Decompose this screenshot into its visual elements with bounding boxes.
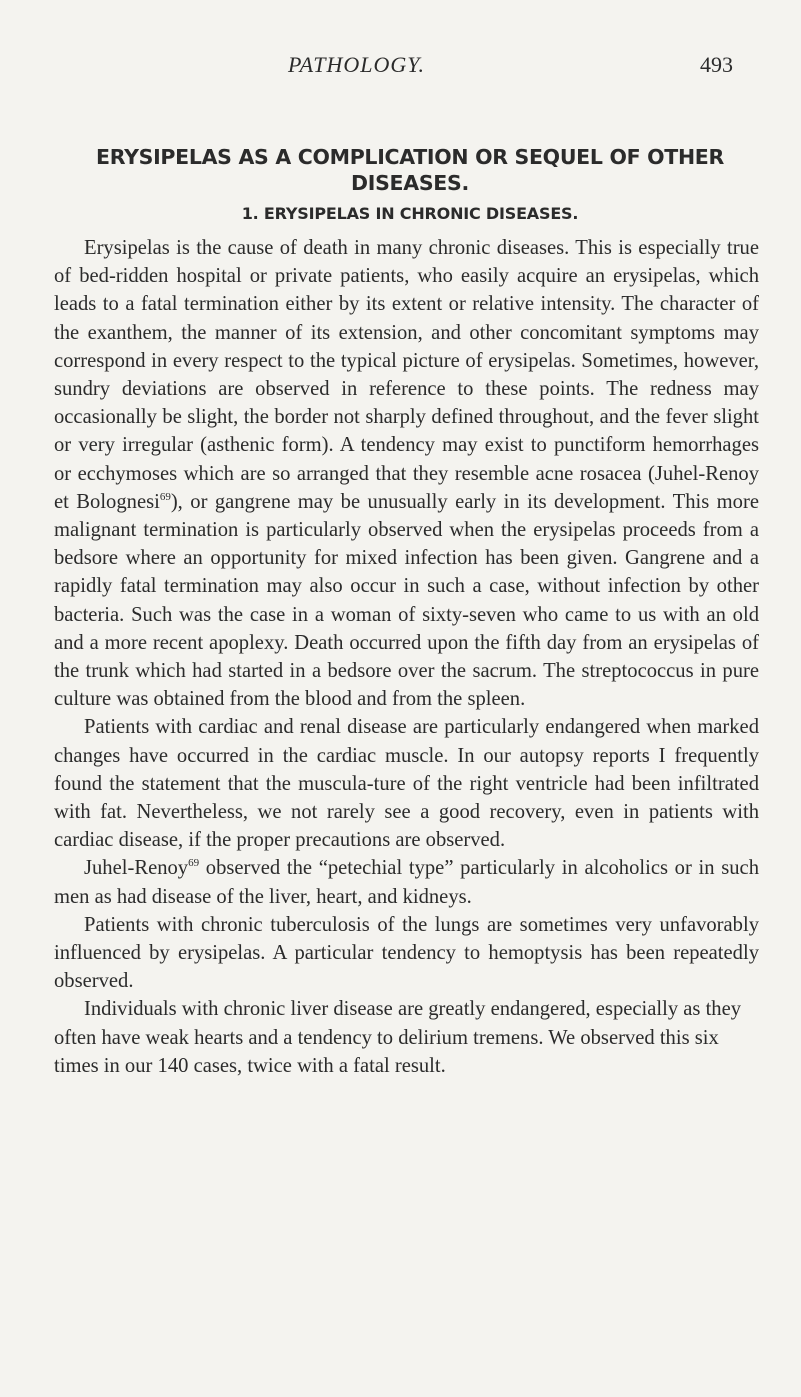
paragraph-3 (54, 854, 759, 910)
paragraph-1-text-b: ), or gangrene may be unusually early in its development. This more malignant termination is particularly observed when the erysipelas proceeds from a bedsore where an opportunity for mixed infection has been given. Gangrene and a rapidly fatal termination may also occur in such a case, without infection by other bacteria. Such was the case in a woman of sixty-seven who came to us with an old and a more recent apoplexy. Death occurred upon the fifth day from an erysipelas of the trunk which had started in a bedsore over the sacrum. The streptococcus in pure culture was obtained from the blood and from the spleen. (54, 490, 759, 711)
running-title: PATHOLOGY. (288, 52, 425, 77)
page-number: 493 (700, 52, 733, 77)
body-text (54, 234, 759, 1080)
paragraph-3-text-a: Juhel-Renoy (84, 857, 189, 880)
paragraph-1 (54, 234, 759, 713)
reference-superscript: 69 (188, 857, 200, 870)
paragraph-2: Patients with cardiac and renal disease are particularly endangered when marked changes have occurred in the cardiac muscle. In our autopsy reports I frequently found the statement that the muscula-ture of the right ventricle had been infiltrated with fat. Nevertheless, we not rarely see a good recovery, even in patients with cardiac disease, if the proper precautions are observed. (54, 716, 759, 852)
paragraph-5: Individuals with chronic liver disease are greatly endangered, especially as they often have weak hearts and a tendency to delirium tremens. We observed this six times in our 140 cases, twice with a fatal result. (54, 998, 742, 1077)
reference-superscript: 69 (159, 490, 171, 503)
paragraph-1-text-a: Erysipelas is the cause of death in many chronic diseases. This is especially true of bed-ridden hospital or private patients, who easily acquire an erysipelas, which leads to a fatal termination either by its extent or relative intensity. The character of the exanthem, the manner of its extension, and other concomitant symptoms may correspond in every respect to the typical picture of erysipelas. Sometimes, however, sundry deviations are observed in reference to these points. The redness may occasionally be slight, the border not sharply defined throughout, and the fever slight or very irregular (asthenic form). A tendency may exist to punctiform hemorrhages or ecchymoses which are so arranged that they resemble acne rosacea (Juhel-Renoy et Bolognesi (54, 237, 759, 513)
paragraph-4: Patients with chronic tuberculosis of the lungs are sometimes very unfavorably influenced by erysipelas. A particular tendency to hemoptysis has been repeatedly observed. (54, 913, 759, 993)
running-header (0, 52, 801, 82)
section-heading: 1. ERYSIPELAS IN CHRONIC DISEASES. (241, 204, 579, 223)
paragraph-3-text-b: observed the “petechial type” particularly in alcoholics or in such men as had disease of the liver, heart, and kidneys. (54, 857, 759, 908)
chapter-title: ERYSIPELAS AS A COMPLICATION OR SEQUEL OF OTHER DISEASES. (96, 145, 724, 195)
